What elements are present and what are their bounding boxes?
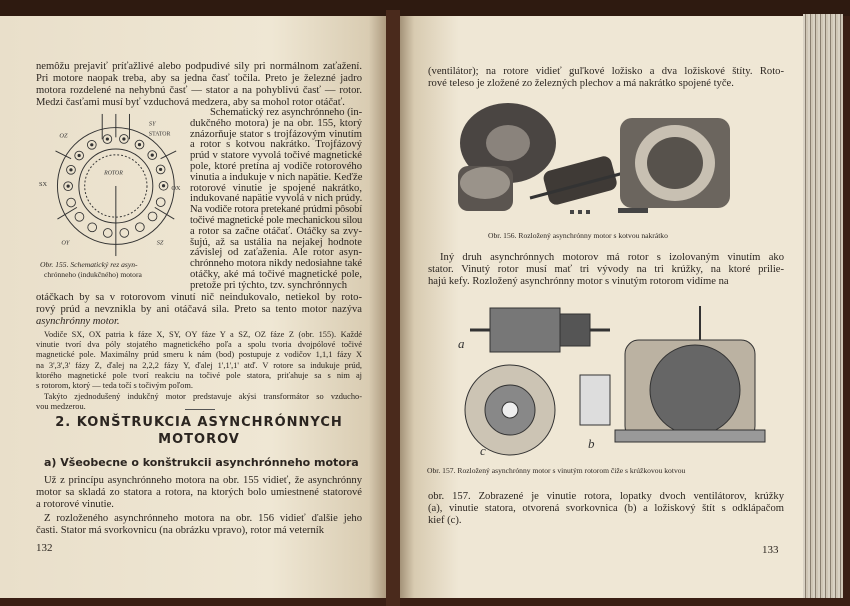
text-line: nemôžu prejaviť príťažlivé alebo podpudivé sily pri normálnom zaťažení.	[36, 61, 362, 72]
conductor-mark	[148, 212, 157, 221]
text-line: závislej od zaťaženia. Ale rotor asyn-	[190, 247, 362, 259]
text-line: Na vodiče rotora pretekané prúdmi pôsobí	[190, 204, 362, 216]
text-line: Takýto zjednodušený indukčný motor predstavuje akýsi transformátor so vzducho-	[44, 392, 362, 401]
label-sy: SY	[148, 120, 156, 128]
figure-155-stator-diagram	[36, 112, 184, 258]
figure-157-caption: Obr. 157. Rozložený asynchrónny motor s vinutým rotorom čiže s krúžkovou kotvou	[427, 466, 686, 475]
text-line: vou medzerou.	[36, 402, 86, 412]
figure-157-motor-drawing	[450, 300, 770, 460]
text-line: kief (c).	[428, 515, 462, 526]
figure-157-label-c: c	[480, 443, 486, 458]
text-line: pole, ktoré pretína aj vodiče rotorového	[190, 161, 362, 172]
conductor-dot	[70, 169, 72, 171]
text-line: rotorové vinutie je spojené nakrátko,	[190, 182, 362, 194]
label-oy: OY	[61, 239, 70, 247]
text-line: znázorňuje stator s trojfázovým vinutím	[190, 128, 362, 140]
label-stator: STATOR	[148, 131, 171, 138]
label-rotor: ROTOR	[104, 170, 123, 177]
text-line: Z rozloženého asynchrónneho motora na obr. 156 vidieť ďalšie jeho	[44, 513, 362, 524]
conductor-mark	[67, 198, 76, 207]
conductor-dot	[138, 143, 140, 145]
text-line: rový prúd a nevznikla by ani otáčavá sila. Preto sa tento motor nazýva	[36, 304, 362, 315]
label-oz: OZ	[59, 132, 68, 140]
text-line: Schematický rez asynchrónneho (in-	[210, 107, 362, 118]
text-line: vinutia a indukuje v nich napätie. Keďže	[190, 171, 363, 183]
text-line: motora rozdelené na nehybnú časť — stator a na pohyblivú časť — rotor.	[36, 85, 362, 96]
text-line: chrónneho motora nikdy nedosiahne také	[190, 258, 362, 270]
text-line: s rotorom, ktorý — teda točí s točivým poľom.	[36, 381, 193, 390]
book-top-edge	[0, 0, 850, 16]
conductor-dot	[78, 154, 80, 156]
conductor-dot	[67, 185, 69, 187]
text-line: dukčného motora) je na obr. 155, ktorý	[190, 117, 362, 129]
figure-155-caption-line: Obr. 155. Schematický rez asyn-	[40, 260, 138, 269]
text-line: (a), vinutie statora, otvorená svorkovnica (b) a ložiskový štít s odklápačom	[428, 503, 784, 514]
section-heading: a) Všeobecne o konštrukcii asynchrónneho motora	[44, 456, 359, 469]
text-line: otáčkach by sa v rotorovom vinutí nič neindukovalo, netiekol by roto-	[36, 292, 362, 303]
text-line: pretože pri týchto, tzv. synchrónnych	[190, 279, 347, 291]
conductor-dot	[159, 168, 161, 170]
text-line: a rotor sa začne otáčať. Otáčky sa zvy-	[190, 225, 362, 237]
text-line: (ventilátor); na rotore vidieť guľkové ložisko a dva ložiskové štíty. Roto-	[428, 66, 784, 77]
text-line: Vodiče SX, OX patria k fáze X, SY, OY fáze Y a SZ, OZ fáze Z (obr. 155). Každé	[44, 330, 362, 339]
text-line: točivé magnetické pole mechanickou silou	[190, 215, 362, 226]
chapter-heading-line: MOTOROV	[158, 432, 240, 447]
text-line: na 3',3',3' fázy Z, ďalej na 2,2,2 fázy Y, ďalej 1',1',1' atď. V rotore sa indukuje prúd,	[36, 360, 362, 370]
label-ox: OX	[171, 184, 181, 192]
text-line: vinutie tvorí dva póly stojatého magnetického poľa a spolu tvoria dvojpólové točivé	[36, 340, 362, 350]
text-line: šujú, až sa ustália na nejakej hodnote	[190, 236, 362, 248]
text-line: stator. Vinutý rotor musí mať tri vývody na tri krúžky, na ktoré prilie-	[428, 264, 784, 275]
conductor-dot	[106, 138, 108, 140]
conductor-dot	[162, 185, 164, 187]
book-spine	[386, 10, 400, 606]
text-line: Iný druh asynchrónnych motorov má rotor s izolovaným vinutím ako	[440, 252, 784, 263]
text-line: motor sa skladá zo statora a rotora, na ktorých bolo umiestnené statorové	[36, 487, 362, 498]
text-line: a rotorové vinutie.	[36, 499, 114, 510]
text-line: otáčky, aké má točivé magnetické pole,	[190, 269, 362, 280]
text-line: Už z princípu asynchrónneho motora na obr. 155 vidieť, že asynchrónny	[44, 475, 362, 486]
text-line: indukované napätie vyvolá v nich prúdy.	[190, 193, 363, 205]
conductor-mark	[156, 198, 165, 207]
text-line: Medzi časťami musí byť vzduchová medzera, aby sa mohol rotor otáčať.	[36, 97, 345, 108]
conductor-dot	[151, 154, 153, 156]
page-edges	[803, 14, 843, 598]
text-line: obr. 157. Zobrazené je vinutie rotora, lopatky dvoch ventilátorov, krúžky	[428, 491, 784, 502]
text-line: asynchrónny motor.	[36, 316, 120, 327]
chapter-heading-line: 2. KONŠTRUKCIA ASYNCHRÓNNYCH	[55, 415, 343, 430]
text-line: časti. Stator má svorkovnicu (na obrázku vpravo), rotor má veterník	[36, 525, 325, 536]
figure-156-motor-photo	[450, 98, 750, 223]
conductor-mark	[75, 212, 84, 221]
label-sx: SX	[38, 180, 48, 188]
conductor-mark	[103, 229, 112, 238]
text-line: prúd v statore vyvolá točivé magnetické	[190, 150, 362, 162]
figure-156-caption: Obr. 156. Rozložený asynchrónny motor s kotvou nakrátko	[488, 231, 668, 240]
conductor-dot	[123, 138, 125, 140]
page-number-right: 133	[762, 544, 779, 556]
conductor-mark	[136, 223, 145, 232]
conductor-mark	[88, 223, 97, 232]
text-line: magnetické pole. Maximálny prúd smeru k nám (bod) postupuje z vodičov 1,1,1 fázy X	[36, 350, 362, 360]
figure-157-label-a: a	[458, 336, 465, 351]
label-sz: SZ	[156, 239, 164, 247]
figure-155-caption-line: chrónneho (indukčného) motora	[44, 270, 142, 279]
conductor-dot	[91, 144, 93, 146]
text-line: Pri motore naopak treba, aby sa jedna časť točila. Preto je železné jadro	[36, 73, 362, 84]
figure-157-label-b: b	[588, 436, 595, 451]
text-line: ktorého magnetické pole tvorí reakciu na točivé pole statora, priťahuje sa s nim aj	[36, 370, 362, 380]
text-line: hajú kefy. Rozložený asynchrónny motor s vinutým rotorom vidíme na	[428, 276, 729, 287]
text-line: rové teleso je zložené zo železných plechov a má nakrátko spojené tyče.	[428, 78, 734, 89]
conductor-mark	[120, 229, 129, 238]
text-line: a rotor s kotvou nakrátko. Trojfázový	[190, 139, 362, 151]
page-number-left: 132	[36, 542, 53, 554]
